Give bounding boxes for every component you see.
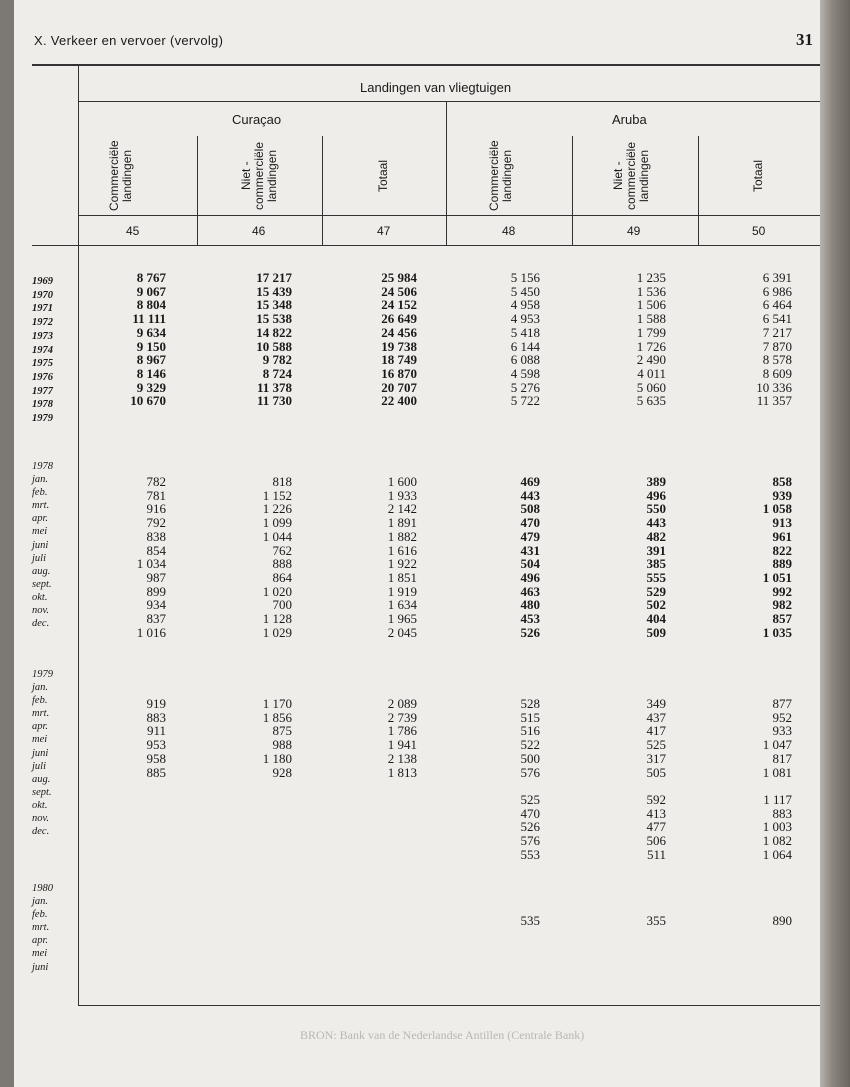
page-number: 31 xyxy=(796,30,813,49)
group-curacao: Curaçao xyxy=(232,112,282,127)
title-underline xyxy=(78,101,820,102)
m1978-col-49: 389 496 550 443 482 391 385 555 529 502 404 509 xyxy=(646,474,666,640)
annual-col-47: 25 984 24 506 24 152 26 649 24 456 19 738 18 749 16 870 20 707 22 400 xyxy=(381,270,417,409)
annual-col-50: 6 391 6 986 6 464 6 541 7 217 7 870 8 578 8 609 10 336 11 357 xyxy=(756,270,792,409)
book-spine xyxy=(0,0,14,1087)
col-number-49: 49 xyxy=(627,224,641,238)
m1978-col-46: 818 1 152 1 226 1 099 1 044 762 888 864 1 020 700 1 128 1 029 xyxy=(262,474,292,640)
annual-col-45: 8 767 9 067 8 804 11 111 9 634 9 150 8 967 8 146 9 329 10 670 xyxy=(130,270,166,409)
m1979-col-50: 877 952 933 1 047 817 1 081 1 117 883 1 003 1 082 1 064 xyxy=(762,696,792,862)
col-number-50: 50 xyxy=(752,224,766,238)
annual-col-46: 17 217 15 439 15 348 15 538 14 822 10 588 9 782 8 724 11 378 11 730 xyxy=(256,270,292,409)
source-footnote: BRON: Bank van de Nederlandse Antillen (Centrale Bank) xyxy=(300,1028,585,1042)
m1978-col-45: 782 781 916 792 838 854 1 034 987 899 934 837 1 016 xyxy=(136,474,166,640)
table-main-title: Landingen van vliegtuigen xyxy=(360,80,512,95)
col-sep-2 xyxy=(322,136,323,246)
col-number-47: 47 xyxy=(377,224,391,238)
group-divider xyxy=(446,101,447,246)
m1978-col-47: 1 600 1 933 2 142 1 891 1 882 1 616 1 922 1 851 1 919 1 634 1 965 2 045 xyxy=(387,474,417,640)
annual-col-48: 5 156 5 450 4 958 4 953 5 418 6 144 6 088 4 598 5 276 5 722 xyxy=(510,270,540,409)
header-bottom-rule xyxy=(78,215,820,216)
colnum-bottom-rule xyxy=(32,245,820,246)
section-title: X. Verkeer en vervoer (vervolg) xyxy=(34,33,224,48)
row-labels-annual: 1969 1970 1971 1972 1973 1974 1975 1976 1977 1978 1979 xyxy=(32,276,53,425)
m1979-col-46: 1 170 1 856 875 988 1 180 928 xyxy=(262,696,292,780)
col-header-49: Niet - commerciële landingen xyxy=(611,142,651,211)
left-vertical-rule xyxy=(78,64,79,1006)
col-sep-4 xyxy=(572,136,573,246)
m1980-col-48: 535 xyxy=(520,913,540,928)
group-aruba: Aruba xyxy=(612,112,647,127)
m1978-col-48: 469 443 508 470 479 431 504 496 463 480 453 526 xyxy=(520,474,540,640)
bottom-rule xyxy=(78,1005,820,1006)
col-header-46: Niet - commerciële landingen xyxy=(239,142,279,211)
annual-col-49: 1 235 1 536 1 506 1 588 1 799 1 726 2 490 4 011 5 060 5 635 xyxy=(636,270,666,409)
row-labels-1978: 1978 jan. feb. mrt. apr. mei juni juli aug. sept. okt. nov. dec. xyxy=(32,461,53,630)
col-sep-5 xyxy=(698,136,699,246)
col-number-48: 48 xyxy=(502,224,516,238)
m1978-col-50: 858 939 1 058 913 961 822 889 1 051 992 982 857 1 035 xyxy=(762,474,792,640)
col-header-47: Totaal xyxy=(376,159,390,193)
col-number-45: 45 xyxy=(126,224,140,238)
m1979-col-47: 2 089 2 739 1 786 1 941 2 138 1 813 xyxy=(387,696,417,780)
m1980-col-49: 355 xyxy=(646,913,666,928)
top-rule xyxy=(32,64,820,66)
m1979-col-45: 919 883 911 953 958 885 xyxy=(146,696,166,780)
col-header-50: Totaal xyxy=(751,159,765,193)
m1980-col-50: 890 xyxy=(772,913,792,928)
col-header-45: Commerciële landingen xyxy=(107,140,134,212)
col-number-46: 46 xyxy=(252,224,266,238)
m1979-col-49: 349 437 417 525 317 505 592 413 477 506 511 xyxy=(646,696,666,862)
page-edges xyxy=(820,0,850,1087)
row-labels-1979: 1979 jan. feb. mrt. apr. mei juni juli aug. sept. okt. nov. dec. xyxy=(32,669,53,838)
col-sep-1 xyxy=(197,136,198,246)
m1979-col-48: 528 515 516 522 500 576 525 470 526 576 553 xyxy=(520,696,540,862)
col-header-48: Commerciële landingen xyxy=(487,140,514,212)
row-labels-1980: 1980 jan. feb. mrt. apr. mei juni xyxy=(32,883,53,973)
